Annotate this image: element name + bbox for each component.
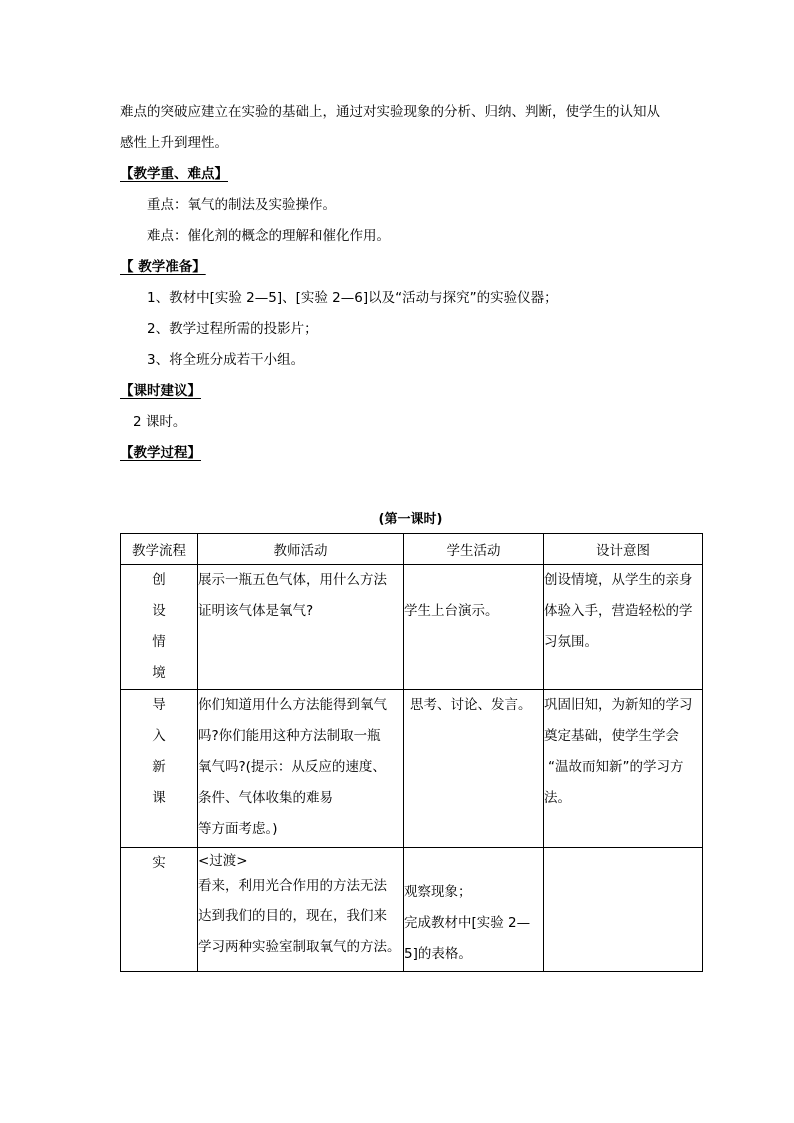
student-cell [404, 565, 544, 690]
preparation-item-2: 2、教学过程所需的投影片； [147, 321, 318, 337]
student-line: 思考、讨论、发言。 [410, 697, 532, 713]
flow-cell [121, 848, 198, 972]
student-line: 学生上台演示。 [404, 603, 499, 619]
teacher-cell [198, 690, 404, 848]
teacher-cell [198, 565, 404, 690]
table-row [121, 848, 703, 972]
table-row [121, 690, 703, 848]
design-line: 奠定基础，使学生学会 [544, 728, 679, 744]
flow-char: 课 [152, 790, 166, 806]
preparation-item-3: 3、将全班分成若干小组。 [147, 352, 305, 368]
teacher-line: 你们知道用什么方法能得到氧气 [198, 697, 387, 713]
flow-char: 新 [152, 759, 166, 775]
student-line: 5]的表格。 [404, 946, 472, 962]
teacher-line: 氧气吗?(提示：从反应的速度、 [198, 759, 386, 775]
table-caption: (第一课时) [378, 512, 443, 527]
teacher-line: 等方面考虑。) [198, 821, 278, 837]
table-row [121, 565, 703, 690]
student-cell [404, 690, 544, 848]
teacher-line: 学习两种实验室制取氧气的方法。 [198, 939, 401, 955]
design-line: “温故而知新”的学习方 [548, 759, 684, 775]
flow-char: 设 [152, 603, 166, 619]
teacher-line: 看来，利用光合作用的方法无法 [198, 878, 387, 894]
flow-char: 导 [152, 697, 166, 713]
design-cell [544, 565, 703, 690]
heading-text: 【教学过程】 [120, 445, 201, 461]
section-heading-preparation [120, 257, 206, 277]
header-student: 学生活动 [404, 534, 544, 565]
flow-cell [121, 565, 198, 690]
key-point-focus: 重点：氧气的制法及实验操作。 [147, 197, 336, 213]
student-line: 观察现象； [404, 884, 472, 900]
key-point-difficulty: 难点：催化剂的概念的理解和催化作用。 [147, 228, 390, 244]
heading-text: 【课时建议】 [120, 383, 201, 399]
intro-line-2: 感性上升到理性。 [120, 135, 228, 151]
teacher-line: 证明该气体是氧气? [198, 603, 314, 619]
flow-char: 情 [152, 634, 166, 650]
section-heading-hours [120, 381, 201, 401]
heading-text: 【 教学准备】 [120, 259, 206, 275]
design-line: 创设情境，从学生的亲身 [544, 572, 693, 588]
design-cell [544, 848, 703, 972]
header-flow: 教学流程 [121, 534, 198, 565]
design-cell [544, 690, 703, 848]
lesson-table [120, 533, 703, 972]
design-line: 法。 [544, 790, 571, 806]
design-line: 习氛围。 [544, 634, 598, 650]
header-design: 设计意图 [544, 534, 703, 565]
flow-char: 境 [152, 665, 166, 681]
table-header-row [121, 534, 703, 565]
hours-text: 2 课时。 [133, 414, 187, 430]
teacher-line: 展示一瓶五色气体，用什么方法 [198, 572, 387, 588]
teacher-line: <过渡> [198, 853, 248, 869]
student-cell [404, 848, 544, 972]
flow-char: 实 [152, 855, 166, 871]
teacher-cell [198, 848, 404, 972]
heading-text: 【教学重、难点】 [120, 166, 228, 182]
student-line: 完成教材中[实验 2— [404, 915, 531, 931]
design-line: 体验入手，营造轻松的学 [544, 603, 693, 619]
design-line: 巩固旧知，为新知的学习 [544, 697, 693, 713]
teacher-line: 达到我们的目的，现在，我们来 [198, 908, 387, 924]
teacher-line: 吗?你们能用这种方法制取一瓶 [198, 728, 381, 744]
flow-cell [121, 690, 198, 848]
flow-char: 创 [152, 572, 166, 588]
preparation-item-1: 1、教材中[实验 2—5]、[实验 2—6]以及“活动与探究”的实验仪器； [147, 290, 558, 306]
header-teacher: 教师活动 [198, 534, 404, 565]
section-heading-key-points [120, 164, 228, 184]
flow-char: 入 [152, 728, 166, 744]
intro-line-1: 难点的突破应建立在实验的基础上，通过对实验现象的分析、归纳、判断，使学生的认知从 [120, 104, 660, 120]
teacher-line: 条件、气体收集的难易 [198, 790, 333, 806]
section-heading-process [120, 443, 201, 463]
